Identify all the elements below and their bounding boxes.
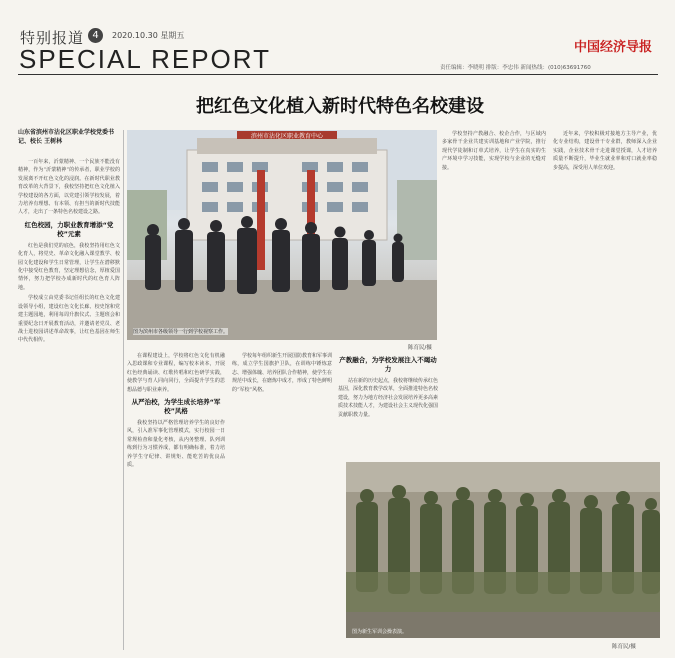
photo-military-training	[346, 462, 660, 638]
subhead-3: 产教融合，为学校发展注入不竭动力	[339, 356, 437, 373]
text-column-4	[442, 130, 546, 455]
text-column-6	[338, 352, 438, 457]
weekday: 星期五	[160, 31, 185, 40]
paragraph-5: 我校坚持以严格管理培养学生的良好作风，引入准军事化管理模式，实行校园一日常规检查和量化考核，从内务整理、队列训练到行为习惯养成，都有明确标准，着力培养学生守纪律、讲规矩、能吃苦的优良品质。	[127, 420, 225, 469]
editor-credits: 责任编辑：李晓明 排版：李忠伟 新闻热线：(010)63691760	[440, 65, 591, 71]
article-headline: 把红色文化植入新时代特色名校建设	[196, 96, 484, 117]
section-title-en: SPECIAL REPORT	[19, 44, 271, 74]
paragraph-4: 在课程建设上，学校将红色文化有机融入思政课和专业课程，编写校本读本，开展红色经典诵读、红歌传唱和红色研学实践，使教学与育人同向同行，全面提升学生的思想品德与职业素养。	[127, 353, 225, 393]
photo-credit-top: 陈育民/摄	[408, 345, 432, 351]
text-column-5	[553, 130, 657, 455]
photo-leaders-visit	[127, 130, 437, 340]
paragraph-1: 一百年来，沂蒙精神、一个民族不能没有精神，作为“沂蒙精神”的传承者，职业学校的发展离不开红色文化的浸润。在新时代职业教育改革的大背景下，我校坚持把红色文化植入学校建设的各方面，以党建引领学校发展，着力培养有理想、有本领、有担当的新时代技能人才，走出了一条特色名校建设之路。	[18, 159, 120, 216]
text-column-1	[18, 158, 120, 653]
photo-caption-top: 图为滨州市各级领导一行到学校视察工作。	[133, 329, 229, 335]
photo-leaders-visit-image	[127, 130, 437, 340]
paragraph-7: 学校坚持产教融合、校企合作，与区域内多家骨干企业共建实训基地和产业学院，推行现代学徒制和订单式培养，让学生在真实的生产环境中学习技能，实现学校与企业的无缝对接。	[442, 131, 546, 171]
subhead-2: 从严治校，为学生成长培养“军校”风格	[131, 398, 221, 416]
column-divider	[123, 130, 124, 650]
masthead-logo: 中国经济导报	[574, 40, 653, 55]
photo-military-training-image	[346, 462, 660, 638]
text-column-2	[127, 352, 225, 652]
section-title-cn: 特别报道	[20, 29, 85, 47]
issue-date	[112, 30, 184, 41]
photo-caption-bottom: 图为新生军训会操表演。	[352, 629, 408, 635]
subhead-1: 红色校园，力职业教育增添“党校”元素	[24, 220, 114, 238]
paragraph-8: 近年来，学校积极对接地方主导产业，优化专业结构，建设骨干专业群，教师深入企业实践，企业技术骨干走进课堂授课，人才培养质量不断提升，毕业生就业率和对口就业率稳步提高，深受用人单位欢迎。	[553, 131, 657, 171]
page-header	[0, 0, 675, 88]
building-sign: 滨州市沾化区职业教育中心	[250, 133, 324, 140]
page-number-badge: 4	[88, 28, 103, 43]
date-value: 2020.10.30	[112, 31, 158, 40]
paragraph-2: 红色是我们党的底色，我校坚持用红色文化育人，将党史、革命文化融入课堂教学、校园文化建设和学生日常管理，让学生在潜移默化中接受红色教育，坚定理想信念，厚植爱国情怀，努力把学校办成新时代的红色育人阵地。	[18, 242, 120, 291]
header-divider	[18, 74, 658, 75]
article-author: 山东省滨州市沾化区职业学校党委书记、校长 王树林	[18, 129, 115, 145]
text-column-3	[232, 352, 332, 652]
paragraph-9: 站在新的历史起点，我校将继续传承红色基因，深化教育教学改革，全面推进特色名校建设，努力为地方经济社会发展培养更多高素质技术技能人才，为建设社会主义现代化强国贡献职教力量。	[338, 378, 438, 418]
photo-credit-bottom: 陈育民/摄	[612, 644, 636, 650]
paragraph-6: 学校每年组织新生开展国防教育和军事训练，成立学生国旗护卫队，在训练中锤炼意志、增强体魄、培养团队合作精神，使学生在规范中成长，在磨炼中成才，形成了特色鲜明的“军校”风格。	[232, 353, 332, 393]
paragraph-3: 学校成立由党委书记任组长的红色文化建设领导小组，建设红色文化长廊、校史馆和党建主题园地，利用每周升旗仪式、主题班会和重要纪念日开展教育活动，并邀请老党员、老战士进校园讲述革命故事，让红色基因在师生中代代相传。	[18, 295, 120, 344]
